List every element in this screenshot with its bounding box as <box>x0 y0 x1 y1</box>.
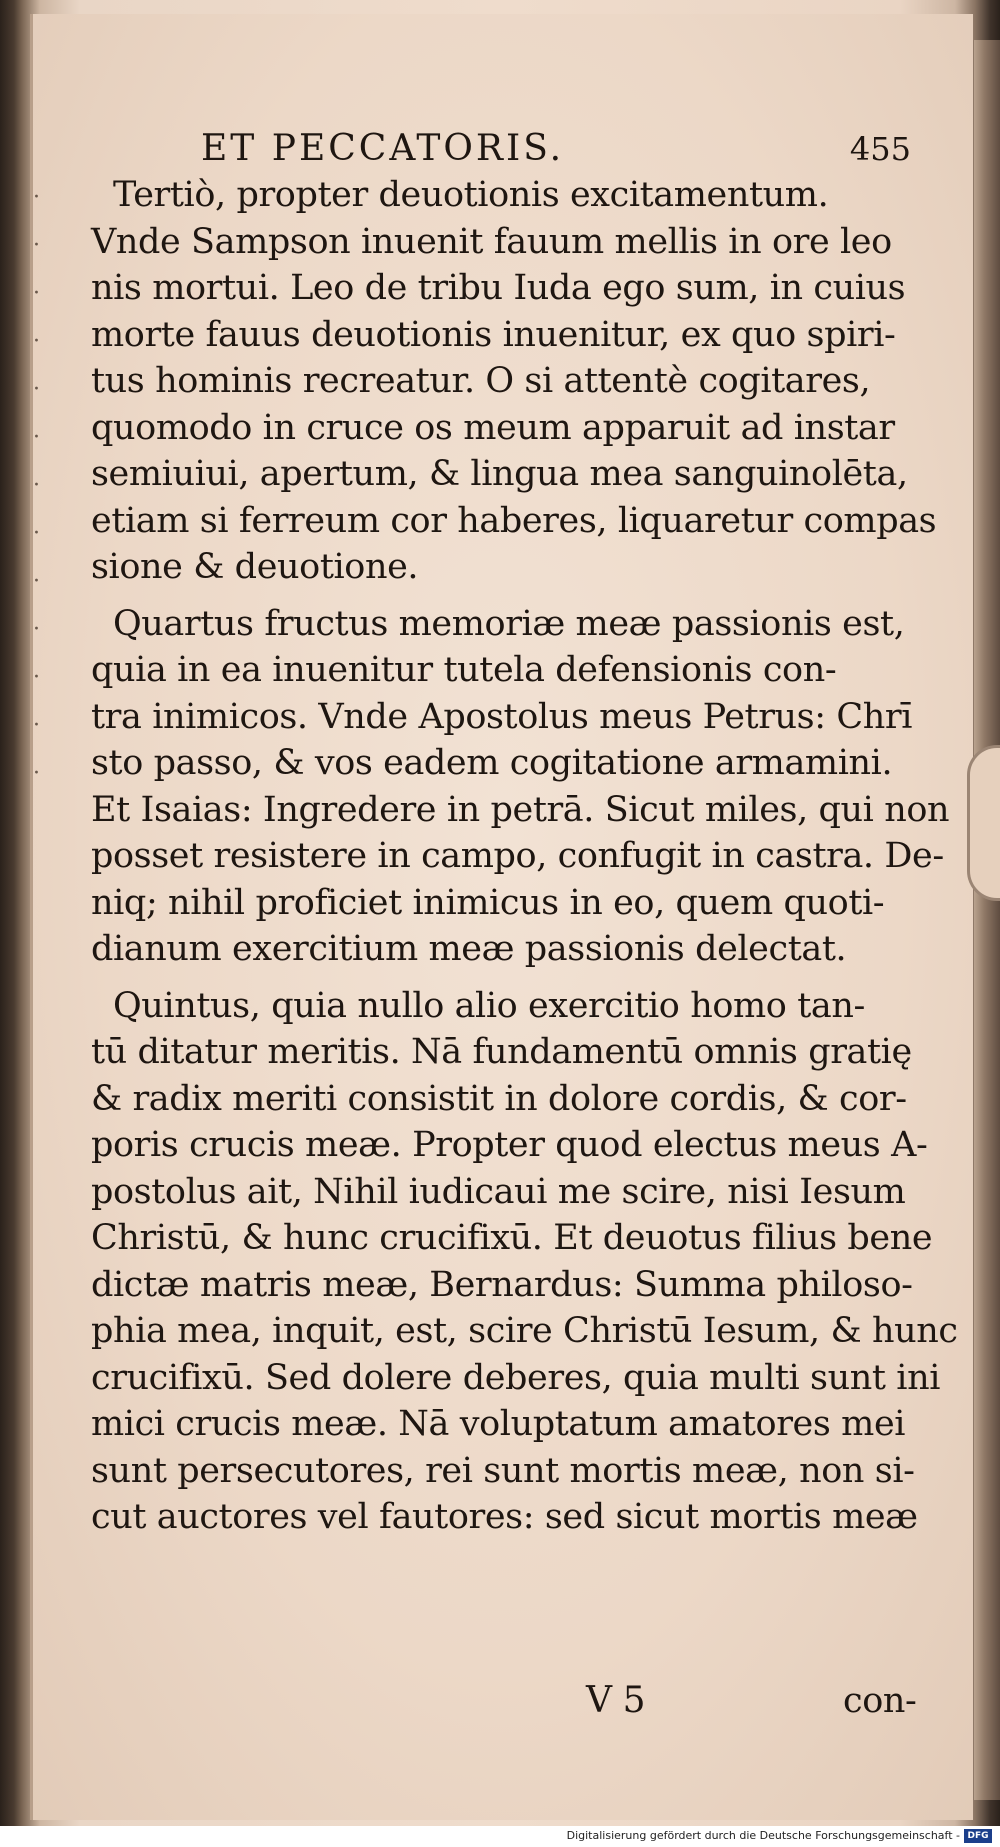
text-line: Et Isaias: Ingredere in petrā. Sicut miles, qui non <box>91 789 950 830</box>
text-line: dianum exercitium meæ passionis delectat. <box>91 929 847 969</box>
text-line: tū ditatur meritis. Nā fundamentū omnis gratię <box>91 1032 912 1072</box>
text-line: semiuiui, apertum, & lingua mea sanguinolēta, <box>91 454 908 494</box>
running-header <box>201 126 911 172</box>
dfg-logo: DFG <box>964 1829 992 1843</box>
text-line: postolus ait, Nihil iudicaui me scire, nisi Iesum <box>91 1171 906 1212</box>
text-line: sto passo, & vos eadem cogitatione armamini. <box>91 743 893 783</box>
text-line: tus hominis recreatur. O si attentè cogitares, <box>91 361 871 401</box>
page-text-block <box>91 126 958 1721</box>
text-line: Quintus, quia nullo alio exercitio homo tan- <box>113 985 865 1026</box>
text-line: tra inimicos. Vnde Apostolus meus Petrus: Chrī <box>91 696 913 737</box>
text-line: nis mortui. Leo de tribu Iuda ego sum, in cuius <box>91 268 906 308</box>
book-edge <box>974 40 1000 1800</box>
digitization-credit: Digitalisierung gefördert durch die Deutsche Forschungsgemeinschaft - <box>566 1829 960 1842</box>
text-line: phia mea, inquit, est, scire Christū Iesum, & hunc <box>91 1311 958 1351</box>
text-line: Christū, & hunc crucifixū. Et deuotus filius bene <box>91 1218 933 1258</box>
text-line: Quartus fructus memoriæ meæ passionis est, <box>113 603 905 644</box>
text-line: etiam si ferreum cor haberes, liquaretur compas <box>91 500 937 541</box>
text-line: Tertiò, propter deuotionis excitamentum. <box>113 175 829 215</box>
text-line: posset resistere in campo, confugit in castra. De- <box>91 836 944 876</box>
page-foot <box>91 1678 931 1724</box>
text-line: poris crucis meæ. Propter quod electus meus A- <box>91 1125 928 1165</box>
book-page <box>30 14 973 1820</box>
text-line: niq; nihil proficiet inimicus in eo, quem quoti- <box>91 882 885 923</box>
gutter-marks: · · · · · · · · · · · · · <box>33 185 40 786</box>
text-line: Vnde Sampson inuenit fauum mellis in ore leo <box>91 221 892 262</box>
text-line: cut auctores vel fautores: sed sicut mortis meæ <box>91 1497 918 1537</box>
page-number: 455 <box>849 130 911 168</box>
text-line: & radix meriti consistit in dolore cordis, & cor- <box>91 1078 907 1119</box>
catchword: con- <box>843 1681 917 1721</box>
signature-mark: V 5 <box>586 1680 646 1721</box>
running-title: ET PECCATORIS. <box>201 128 565 169</box>
text-line: dictæ matris meæ, Bernardus: Summa philoso- <box>91 1264 913 1305</box>
text-line: mici crucis meæ. Nā voluptatum amatores mei <box>91 1404 906 1444</box>
text-line: sione & deuotione. <box>91 547 419 587</box>
text-line: quomodo in cruce os meum apparuit ad instar <box>91 407 895 448</box>
text-line: crucifixū. Sed dolere deberes, quia multi sunt ini <box>91 1357 941 1398</box>
book-clasp <box>967 745 1000 901</box>
text-line: quia in ea inuenitur tutela defensionis con- <box>91 650 837 690</box>
text-line: sunt persecutores, rei sunt mortis meæ, non si- <box>91 1450 915 1491</box>
text-line: morte fauus deuotionis inuenitur, ex quo spiri- <box>91 314 896 355</box>
